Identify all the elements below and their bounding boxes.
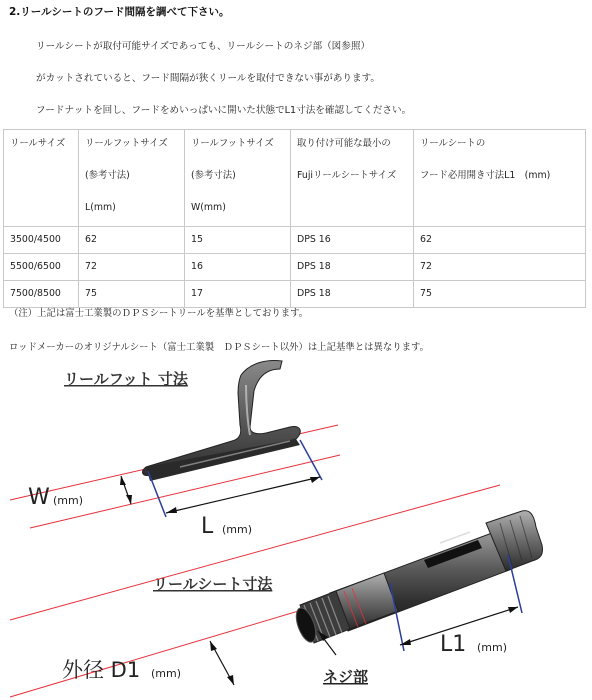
table-header-row (4, 130, 586, 227)
paragraph-2: がカットされていると、フード間隔が狭くリールを取付できない事があります。 (36, 73, 381, 84)
table-row (4, 254, 586, 281)
table-cell: 15 (185, 227, 291, 254)
original-seat-note: ロッドメーカーのオリジナルシート（富士工業製 ＤＰＳシート以外）は上記基準とは異なります。 (9, 342, 429, 353)
arrowhead (210, 641, 217, 651)
l1-label: L1 (440, 632, 467, 657)
arrowhead (227, 675, 234, 685)
l-dimension-arrow (166, 477, 320, 513)
arrowhead (310, 477, 320, 483)
l-unit: (mm) (222, 523, 253, 536)
table-cell: 7500/8500 (4, 281, 79, 308)
header-cell-foot-w: リールフットサイズ (参考寸法) W(mm) (185, 130, 291, 227)
table-note: （注）上記は富士工業製のＤＰＳシートリールを基準としております。 (9, 308, 309, 319)
d1-label: 外径 D1 (62, 658, 141, 682)
table-cell: 62 (79, 227, 185, 254)
table-cell: DPS 16 (291, 227, 414, 254)
table-cell: 75 (414, 281, 586, 308)
thread-label: ネジ部 (323, 668, 369, 686)
table-cell: 72 (79, 254, 185, 281)
header-cell-reel-size: リールサイズ (4, 130, 79, 227)
paragraph-3: フードナットを回し、フードをめいっぱいに開いた状態でL1寸法を確認してください。 (36, 105, 412, 116)
seat-title: リールシート寸法 (153, 575, 273, 593)
w-unit: (mm) (53, 494, 84, 507)
header-cell-min-seat: 取り付け可能な最小の Fujiリールシートサイズ (291, 130, 414, 227)
table-cell: 72 (414, 254, 586, 281)
paragraph-1: リールシートが取付可能サイズであっても、リールシートのネジ部（図参照） (36, 41, 371, 52)
arrowhead (166, 507, 177, 513)
reel-seat-illustration (292, 511, 542, 645)
reel-foot-seat-diagram (0, 355, 592, 700)
table-cell: 62 (414, 227, 586, 254)
table-cell: 3500/4500 (4, 227, 79, 254)
header-cell-hood-opening: リールシートの フード必用開き寸法L1 (mm) (414, 130, 586, 227)
table-cell: 17 (185, 281, 291, 308)
l1-unit: (mm) (477, 641, 508, 654)
foot-title: リールフット 寸法 (64, 370, 188, 388)
table-cell: 75 (79, 281, 185, 308)
w-label: W (28, 485, 50, 510)
arrowhead (126, 495, 132, 504)
table-cell: 16 (185, 254, 291, 281)
table-row (4, 281, 586, 308)
header-cell-foot-l: リールフットサイズ (参考寸法) L(mm) (79, 130, 185, 227)
arrowhead (120, 476, 126, 485)
l-label: L (201, 514, 214, 539)
d1-unit: (mm) (151, 667, 182, 680)
table-cell: DPS 18 (291, 281, 414, 308)
table-row (4, 227, 586, 254)
table-cell: 5500/6500 (4, 254, 79, 281)
reel-size-table (3, 129, 586, 308)
arrowhead (508, 607, 518, 613)
section-heading: 2.リールシートのフード間隔を調べて下さい。 (9, 6, 230, 18)
table-cell: DPS 18 (291, 254, 414, 281)
